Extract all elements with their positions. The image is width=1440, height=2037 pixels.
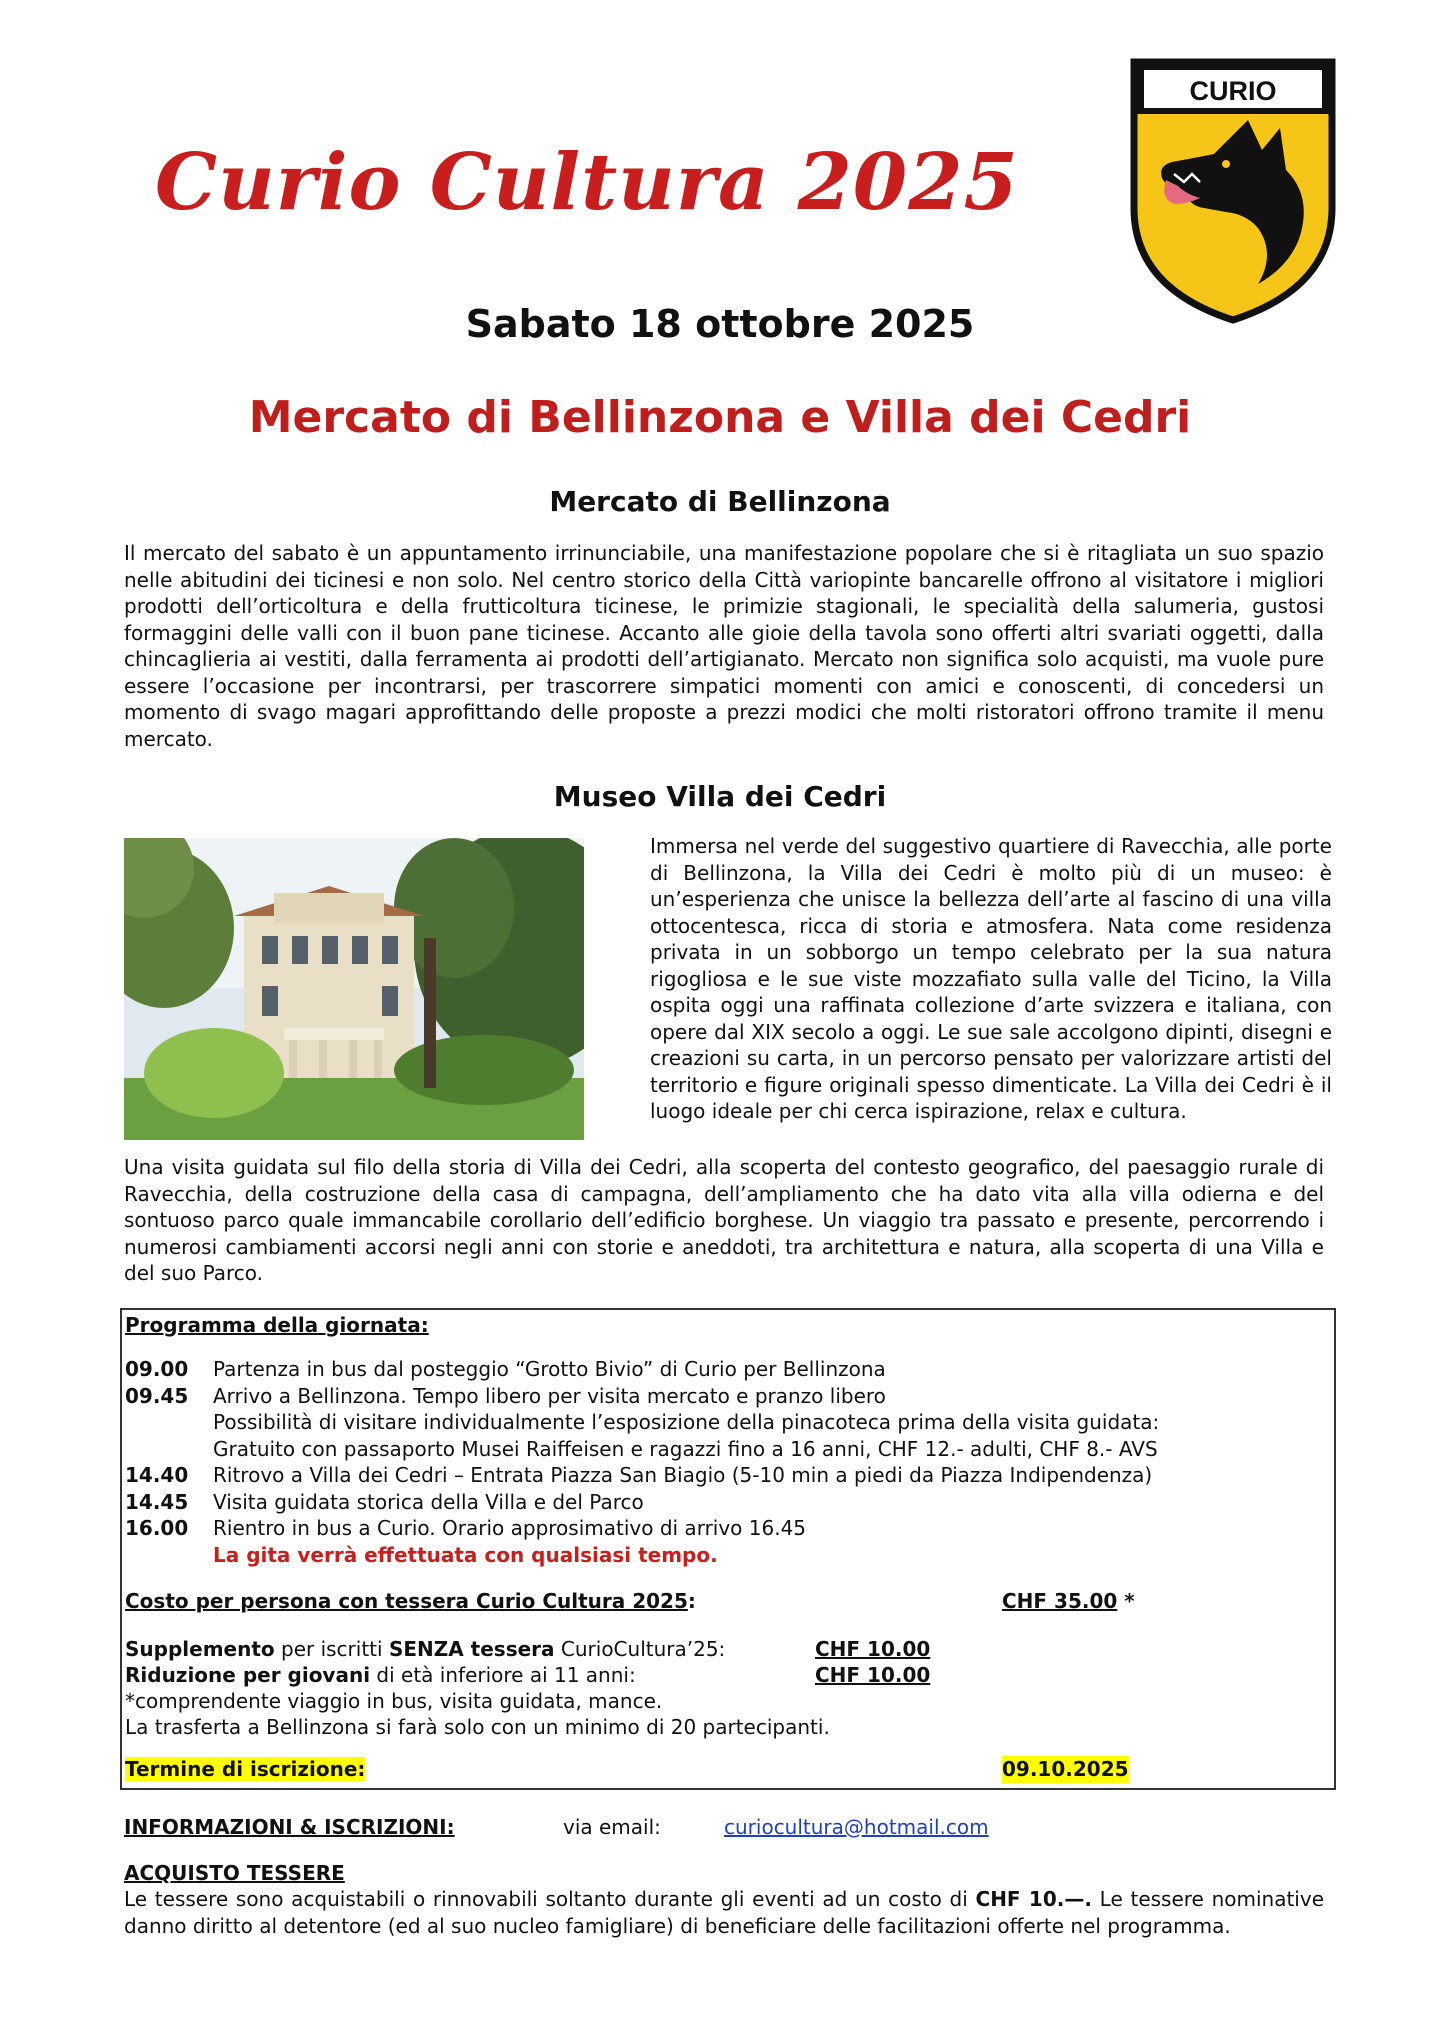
program-box: [120, 1308, 1336, 1790]
schedule-item: [125, 1383, 1325, 1410]
cost-row: [125, 1588, 1325, 1615]
supplement-row: [125, 1636, 1325, 1663]
schedule-item: [125, 1515, 1325, 1542]
wolf-crest-icon: [1130, 58, 1336, 324]
schedule-item: [125, 1462, 1325, 1489]
event-date: Sabato 18 ottobre 2025: [465, 302, 975, 346]
schedule-time: 09.45: [125, 1383, 189, 1408]
cost-asterisk: *: [1117, 1589, 1135, 1613]
program-heading: Programma della giornata:: [125, 1313, 429, 1337]
cost-colon: :: [687, 1589, 696, 1613]
deadline-value: 09.10.2025: [1002, 1757, 1129, 1781]
schedule-time: 14.45: [125, 1489, 189, 1514]
reduction-label: Riduzione per giovani: [125, 1663, 371, 1687]
minimum-note: La trasferta a Bellinzona si farà solo con un minimo di 20 partecipanti.: [125, 1715, 830, 1739]
reduction-row: [125, 1662, 1325, 1689]
email-link[interactable]: curiocultura@hotmail.com: [724, 1815, 989, 1839]
supplement-text: per iscritti: [274, 1637, 389, 1661]
schedule-list: [125, 1356, 1325, 1568]
cost-label: Costo per persona con tessera Curio Cultura 2025: [125, 1589, 688, 1613]
schedule-item: [125, 1489, 1325, 1516]
cost-value: CHF 35.00: [1002, 1589, 1118, 1613]
schedule-time: 09.00: [125, 1357, 189, 1381]
cards-price: CHF 10.—.: [975, 1887, 1092, 1911]
supplement-label: Supplemento: [125, 1637, 275, 1661]
schedule-text: Rientro in bus a Curio. Orario approsimativo di arrivo 16.45: [213, 1516, 807, 1540]
museum-heading: Museo Villa dei Cedri: [553, 780, 887, 813]
weather-note-row: [125, 1542, 1325, 1569]
brand-title: Curio Cultura 2025: [155, 137, 1019, 228]
deadline-label: Termine di iscrizione:: [125, 1757, 366, 1781]
event-title: Mercato di Bellinzona e Villa dei Cedri: [248, 392, 1192, 443]
deadline-row: [125, 1756, 1325, 1783]
cards-text-start: Le tessere sono acquistabili o rinnovabili soltanto durante gli eventi ad un costo di: [124, 1887, 976, 1911]
schedule-time: 14.40: [125, 1463, 189, 1487]
schedule-text: Visita guidata storica della Villa e del Parco: [213, 1489, 644, 1514]
reduction-value: CHF 10.00: [815, 1663, 931, 1687]
info-via: via email:: [563, 1815, 661, 1839]
schedule-text: Arrivo a Bellinzona. Tempo libero per visita mercato e pranzo libero: [213, 1383, 886, 1408]
supplement-condition: SENZA tessera: [388, 1637, 555, 1661]
market-description: Il mercato del sabato è un appuntamento irrinunciabile, una manifestazione popolare che si è ritagliata un suo spazio nelle abitudini dei ticinesi e non solo. Nel centro storico della Città variopinte bancarelle offrono al visitatore i migliori prodotti dell’orticoltura e della frutticoltura ticinese, le primizie stagionali, le specialità della salumeria, gustosi formaggini delle valli con il buon pane ticinese. Accanto alle gioie della tavola sono offerti altri svariati oggetti, dalla chincaglieria ai vestiti, dalla ferramenta ai prodotti dell’artigianato. Mercato non significa solo acquisti, ma vuole pure essere l’occasione per incontrarsi, per trascorrere simpatici momenti con amici e conoscenti, di concedersi un momento di svago magari approfittando delle proposte a prezzi modici che molti ristoratori offrono tramite il menu mercato.: [124, 541, 1324, 751]
schedule-text: Ritrovo a Villa dei Cedri – Entrata Piazza San Biagio (5-10 min a piedi da Piazza Indipendenza): [213, 1463, 1153, 1487]
crest-label: CURIO: [1189, 76, 1277, 106]
info-row: [124, 1814, 455, 1841]
villa-photo: [124, 838, 584, 1140]
guided-tour-description: Una visita guidata sul filo della storia di Villa dei Cedri, alla scoperta del contesto geografico, del paesaggio rurale di Ravecchia, della costruzione della casa di campagna, dell’ampliamento che ha dato vita alla villa odierna e del sontuoso parco quale immancabile corollario dell’edificio borghese. Un viaggio tra passato e presente, percorrendo i numerosi cambiamenti accorsi negli anni con storie e aneddoti, tra architettura e natura, alla scoperta di una Villa e del suo Parco.: [124, 1155, 1324, 1285]
supplement-suffix: CurioCultura’25:: [554, 1637, 726, 1661]
reduction-text: di età inferiore ai 11 anni:: [370, 1663, 636, 1687]
cards-text-end: Le tessere nominative danno diritto al detentore (ed al suo nucleo famigliare) di beneficiare delle facilitazioni offerte nel programma.: [124, 1887, 1324, 1938]
schedule-item: [125, 1356, 1325, 1383]
schedule-text: Partenza in bus dal posteggio “Grotto Bivio” di Curio per Bellinzona: [213, 1357, 886, 1381]
cards-heading: ACQUISTO TESSERE: [124, 1861, 345, 1885]
cards-description: [124, 1886, 1324, 1939]
includes-note: *comprendente viaggio in bus, visita guidata, mance.: [125, 1689, 663, 1713]
museum-description: Immersa nel verde del suggestivo quartiere di Ravecchia, alle porte di Bellinzona, la Villa dei Cedri è molto più di un museo: è un’esperienza che unisce la bellezza dell’arte al fascino di una villa ottocentesca, ricca di storia e atmosfera. Nata come residenza privata in un sobborgo un tempo celebrato per la sua natura rigogliosa e le sue viste mozzafiato sulla valle del Ticino, la Villa ospita oggi una raffinata collezione d’arte svizzera e italiana, con opere dal XIX secolo a oggi. Le sue sale accolgono dipinti, disegni e creazioni su carta, in un percorso pensato per valorizzare artisti del territorio e figure originali spesso dimenticate. La Villa dei Cedri è il luogo ideale per chi cerca ispirazione, relax e cultura.: [650, 834, 1332, 1123]
schedule-text: Possibilità di visitare individualmente l’esposizione della pinacoteca prima della visita guidata:: [213, 1410, 1160, 1434]
supplement-value: CHF 10.00: [815, 1637, 931, 1661]
weather-note: La gita verrà effettuata con qualsiasi tempo.: [213, 1542, 718, 1567]
curio-crest: [1130, 58, 1336, 324]
market-heading: Mercato di Bellinzona: [549, 485, 891, 518]
schedule-time: 16.00: [125, 1516, 189, 1540]
schedule-item: [125, 1436, 1325, 1463]
schedule-text: Gratuito con passaporto Musei Raiffeisen e ragazzi fino a 16 anni, CHF 12.- adulti, CHF 8.- AVS: [213, 1436, 1158, 1461]
schedule-item: [125, 1409, 1325, 1436]
info-label: INFORMAZIONI & ISCRIZIONI:: [124, 1815, 455, 1839]
